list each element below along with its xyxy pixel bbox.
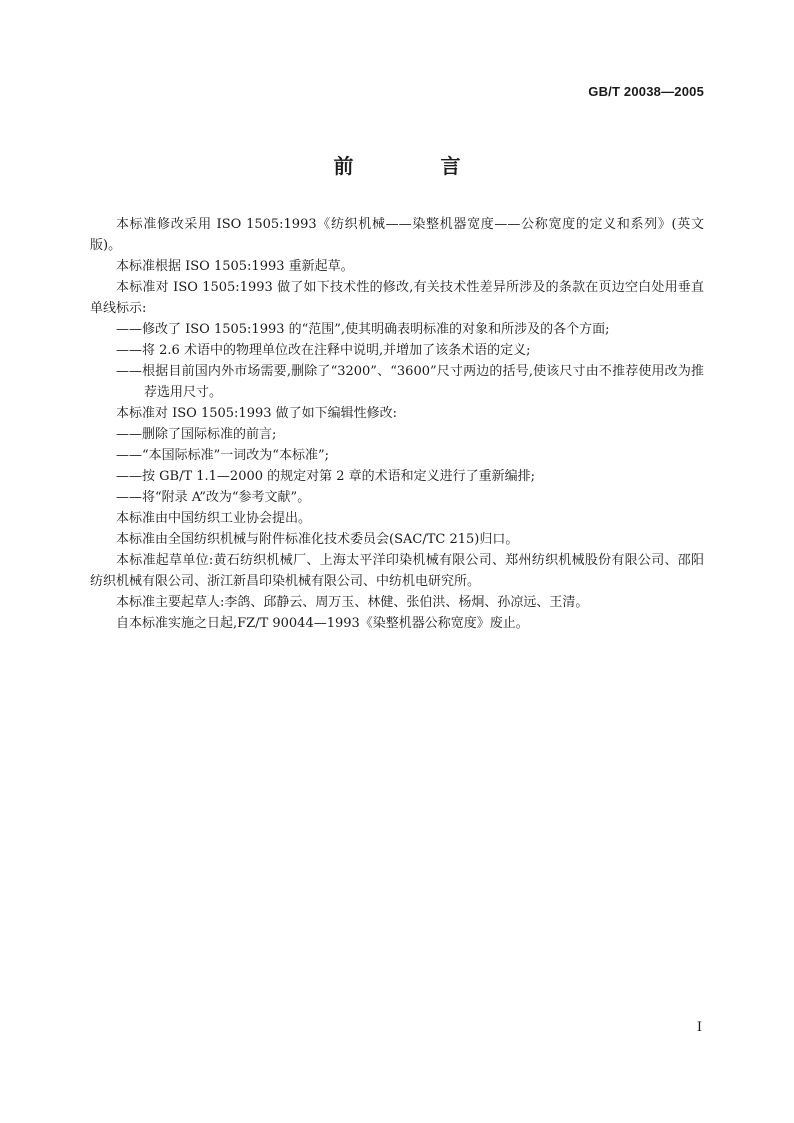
list-item: ——将“附录 A”改为“参考文献”。 [116,490,311,505]
document-code: GB/T 20038—2005 [588,84,704,99]
paragraph-drafting-units: 本标准起草单位:黄石纺织机械厂、上海太平洋印染机械有限公司、郑州纺织机械股份有限公司、邵阳纺织机械有限公司、浙江新昌印染机械有限公司、中纺机电研究所。 [90,553,704,589]
page-number: I [696,1020,702,1035]
list-item: ——按 GB/T 1.1—2000 的规定对第 2 章的术语和定义进行了重新编排; [116,469,536,484]
list-item: ——删除了国际标准的前言; [116,427,277,442]
list-item: ——“本国际标准”一词改为“本标准”; [116,448,329,463]
paragraph-redrafted: 本标准根据 ISO 1505:1993 重新起草。 [116,259,354,274]
paragraph-technical-changes: 本标准对 ISO 1505:1993 做了如下技术性的修改,有关技术性差异所涉及的条款在页边空白处用垂直单线标示: [90,280,704,316]
foreword-body [90,214,704,634]
paragraph-centralized: 本标准由全国纺织机械与附件标准化技术委员会(SAC/TC 215)归口。 [116,532,519,547]
list-item: ——修改了 ISO 1505:1993 的“范围”,使其明确表明标准的对象和所涉及的各个方面; [116,322,610,337]
list-item: ——根据目前国内外市场需要,删除了“3200”、“3600”尺寸两边的括号,使该尺寸由不推荐使用改为推荐选用尺寸。 [116,364,704,400]
paragraph-proposer: 本标准由中国纺织工业协会提出。 [116,511,312,526]
paragraph-editorial-changes: 本标准对 ISO 1505:1993 做了如下编辑性修改: [116,406,398,421]
paragraph-adoption: 本标准修改采用 ISO 1505:1993《纺织机械——染整机器宽度——公称宽度的定义和系列》(英文版)。 [90,217,704,253]
paragraph-abolished: 自本标准实施之日起,FZ/T 90044—1993《染整机器公称宽度》废止。 [116,616,529,631]
paragraph-drafters: 本标准主要起草人:李鸽、邱静云、周万玉、林健、张伯洪、杨炯、孙凉远、王清。 [116,595,589,610]
list-item: ——将 2.6 术语中的物理单位改在注释中说明,并增加了该条术语的定义; [116,343,531,358]
page-title: 前 言 [333,154,501,178]
